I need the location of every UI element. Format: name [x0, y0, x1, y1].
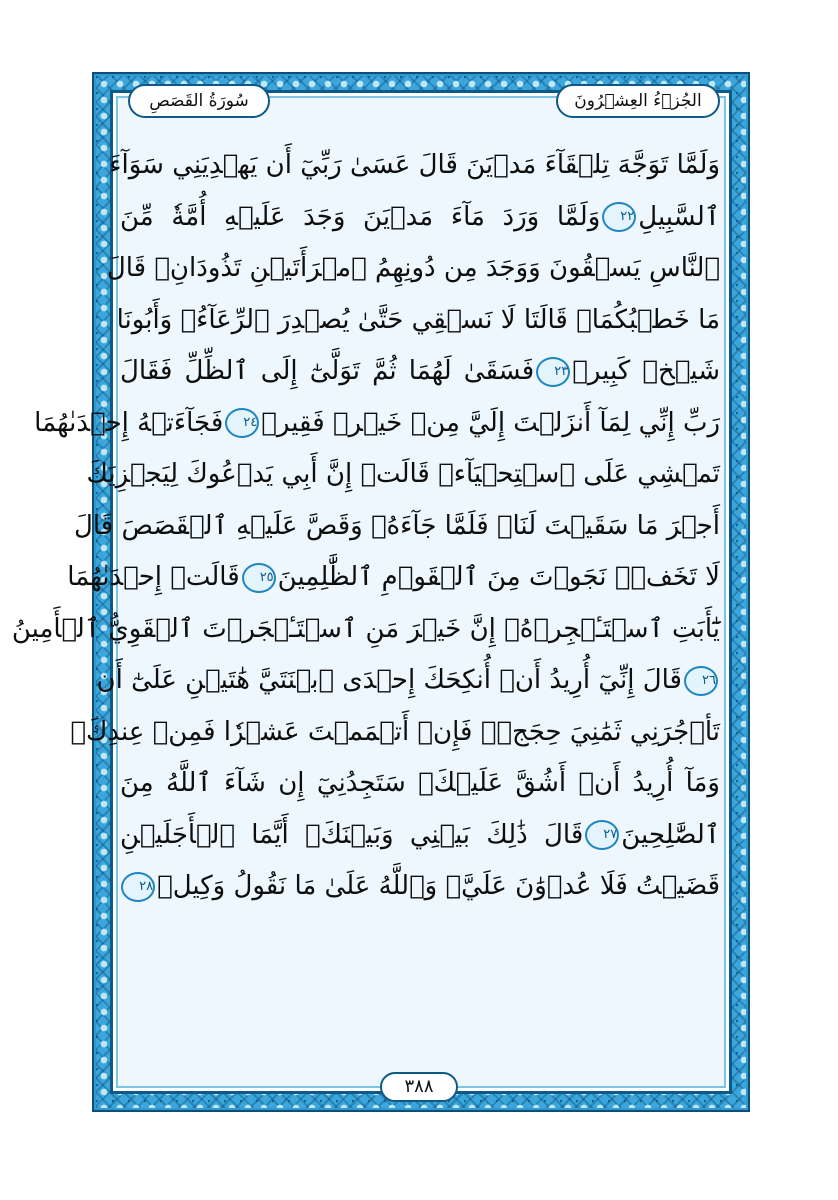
verse-line — [120, 758, 720, 810]
verse-text: وَمَآ أُرِيدُ أَنۡ أَشُقَّ عَلَيۡكَۚ سَتَجِدُنِيٓ إِن شَآءَ ٱللَّهُ مِنَ — [120, 768, 720, 798]
verse-line — [11, 604, 720, 656]
verse-text: أَجۡرَ مَا سَقَيۡتَ لَنَاۚ فَلَمَّا جَآءَهُۥ وَقَصَّ عَلَيۡهِ ٱلۡقَصَصَ قَالَ — [73, 510, 720, 541]
verse-text: ٱلنَّاسِ يَسۡقُونَ وَوَجَدَ مِن دُونِهِمُ ٱمۡرَأَتَيۡنِ تَذُودَانِۖ قَالَ — [106, 253, 720, 283]
ayah-number-marker: ٢٥ — [242, 563, 276, 593]
verse-line — [73, 501, 720, 553]
verse-text: فَسَقَىٰ لَهُمَا ثُمَّ تَوَلَّىٰٓ إِلَى ٱلظِّلِّ فَقَالَ — [120, 356, 535, 386]
verse-line — [86, 449, 720, 501]
ayah-number-marker: ٢٨ — [121, 872, 155, 902]
verse-line — [106, 243, 720, 295]
ayah-number-marker: ٢٧ — [585, 820, 619, 850]
verse-line — [109, 140, 720, 192]
verse-text: مَا خَطۡبُكُمَاۖ قَالَتَا لَا نَسۡقِي حَتَّىٰ يُصۡدِرَ ٱلرِّعَآءُۖ وَأَبُونَا — [116, 304, 720, 335]
verse-text: ٱلصَّٰلِحِينَ — [621, 819, 720, 850]
juz-title: الجُزۡءُ العِشۡرُونَ — [556, 84, 720, 118]
verse-text: قَالَتۡ إِحۡدَىٰهُمَا — [67, 562, 240, 592]
verse-text: قَضَيۡتُ فَلَا عُدۡوَٰنَ عَلَيَّۖ وَٱللَّهُ عَلَىٰ مَا نَقُولُ وَكِيلٞ — [157, 871, 720, 901]
verse-text: يَٰٓأَبَتِ ٱسۡتَـٔۡجِرۡهُۖ إِنَّ خَيۡرَ مَنِ ٱسۡتَـٔۡجَرۡتَ ٱلۡقَوِيُّ ٱلۡأَمِينُ — [11, 613, 720, 644]
ayah-number-marker: ٢٣ — [536, 357, 570, 387]
verse-line — [116, 295, 720, 347]
verse-text: تَمۡشِي عَلَى ٱسۡتِحۡيَآءٖ قَالَتۡ إِنَّ أَبِي يَدۡعُوكَ لِيَجۡزِيَكَ — [86, 459, 720, 489]
verse-text: رَبِّ إِنِّي لِمَآ أَنزَلۡتَ إِلَيَّ مِنۡ خَيۡرٖ فَقِيرٞ — [261, 407, 720, 438]
verse-text: قَالَ إِنِّيٓ أُرِيدُ أَنۡ أُنكِحَكَ إِحۡدَى ٱبۡنَتَيَّ هَٰتَيۡنِ عَلَىٰٓ أَن — [96, 665, 682, 695]
verse-line — [120, 810, 720, 862]
ayah-number-marker: ٢٤ — [225, 408, 259, 438]
verse-line — [67, 552, 720, 604]
verse-line — [96, 655, 720, 707]
page-number: ٣٨٨ — [380, 1072, 458, 1102]
verse-lines — [11, 140, 720, 1070]
verse-text: وَلَمَّا تَوَجَّهَ تِلۡقَآءَ مَدۡيَنَ قَالَ عَسَىٰ رَبِّيٓ أَن يَهۡدِيَنِي سَوَآءَ — [109, 150, 720, 180]
verse-line — [34, 398, 720, 450]
verse-text: تَأۡجُرَنِي ثَمَٰنِيَ حِجَجٖۖ فَإِنۡ أَتۡمَمۡتَ عَشۡرٗا فَمِنۡ عِندِكَۖ — [70, 716, 720, 747]
verse-line — [120, 346, 720, 398]
verse-text: فَجَآءَتۡهُ إِحۡدَىٰهُمَا — [34, 407, 224, 438]
ayah-number-marker: ٢٢ — [602, 202, 636, 232]
verse-line — [120, 861, 720, 913]
verse-text: لَا تَخَفۡۖ نَجَوۡتَ مِنَ ٱلۡقَوۡمِ ٱلظَّٰلِمِينَ — [277, 562, 720, 592]
surah-title: سُورَةُ القَصَصِ — [128, 84, 270, 118]
verse-line — [120, 192, 720, 244]
ayah-number-marker: ٢٦ — [684, 666, 718, 696]
verse-text: ٱلسَّبِيلِ — [638, 201, 720, 232]
verse-text: قَالَ ذَٰلِكَ بَيۡنِي وَبَيۡنَكَۖ أَيَّمَا ٱلۡأَجَلَيۡنِ — [120, 819, 584, 850]
verse-text: وَلَمَّا وَرَدَ مَآءَ مَدۡيَنَ وَجَدَ عَلَيۡهِ أُمَّةٗ مِّنَ — [120, 201, 601, 232]
verse-line — [70, 707, 720, 759]
verse-text: شَيۡخٞ كَبِيرٞ — [572, 356, 720, 386]
